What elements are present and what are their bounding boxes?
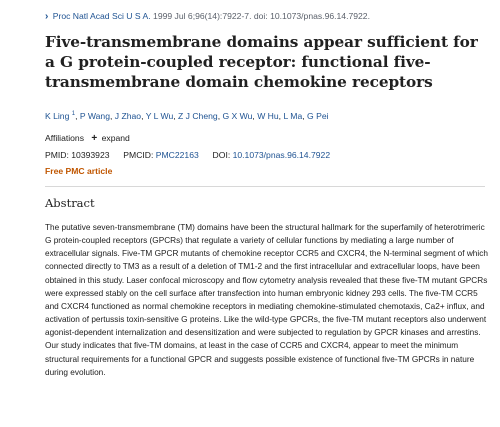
free-article-badge[interactable]: Free PMC article — [45, 166, 113, 176]
author-link[interactable]: Y L Wu — [145, 111, 174, 121]
author-link[interactable]: L Ma — [283, 111, 303, 121]
author-link[interactable]: W Hu — [257, 111, 279, 121]
author-link[interactable]: Z J Cheng — [178, 111, 218, 121]
pmid-label: PMID: — [45, 150, 69, 160]
author-link[interactable]: G Pei — [307, 111, 329, 121]
author-list: K Ling $^1$, P Wang, J Zhao, Y L Wu, Z J Cheng, G X Wu, W Hu, L Ma, G Pei — [45, 111, 329, 121]
pmcid-label: PMCID: — [123, 150, 154, 160]
citation-details: 1999 Jul 6;96(14):7922-7. doi: 10.1073/pnas.96.14.7922. — [153, 11, 370, 21]
abstract-heading: Abstract — [45, 196, 95, 210]
pmid-value: 10393923 — [71, 150, 110, 160]
pmcid-link[interactable]: PMC22163 — [155, 150, 199, 160]
doi-label: DOI: — [212, 150, 231, 160]
abstract-text: The putative seven-transmembrane (TM) domains have been the structural hallmark for the superfamily of heterotrimeric G protein-coupled receptors (GPCRs) that regulate a variety of cellular functions by mediating a large number of extracellular signals. Five-TM GPCR mutants of chemokine receptor CCR5 and CXCR4, the N-terminal segment of which connected directly to TM3 as a result of a deletion of TM1-2 and the first intracellular and extracellular loops, have been obtained in this study. Laser confocal microscopy and flow cytometry analysis revealed that these five-TM mutant GPCRs were expressed stably on the cell surface after transfection into human embryonic kidney 293 cells. The five-TM CCR5 and CXCR4 functioned as normal chemokine receptors in mediating chemokine-stimulated chemotaxis, Ca2+ influx, and activation of pertussis toxin-sensitive G proteins. Like the wild-type GPCRs, the five-TM mutant receptors also underwent agonist-dependent internalization and desensitization and were subjected to regulation by GPCR kinases and arrestins. Our study indicates that five-TM domains, at least in the case of CCR5 and CXCR4, appear to meet the minimum structural requirements for a functional GPCR and suggests possible existence of functional five-TM GPCRs in nature during evolution. — [45, 223, 488, 377]
plus-icon: + — [91, 133, 98, 144]
identifiers — [45, 150, 330, 160]
expand-label[interactable]: expand — [101, 133, 130, 143]
author-link[interactable]: G X Wu — [222, 111, 253, 121]
author-link[interactable]: J Zhao — [114, 111, 142, 121]
author-link[interactable]: K Ling $^1$ — [45, 111, 76, 121]
citation-line — [45, 11, 370, 22]
article-title: Five-transmembrane domains appear sufficient for a G protein-coupled receptor: functional five-transmembrane domain chemokine receptors — [45, 33, 478, 91]
chevron-right-icon: › — [45, 11, 49, 22]
author-link[interactable]: P Wang — [79, 111, 110, 121]
section-divider — [45, 186, 485, 187]
affiliations-toggle[interactable] — [45, 133, 130, 144]
affiliations-label: Affiliations — [45, 133, 85, 143]
doi-link[interactable]: 10.1073/pnas.96.14.7922 — [232, 150, 331, 160]
journal-link[interactable]: Proc Natl Acad Sci U S A. — [52, 11, 151, 21]
